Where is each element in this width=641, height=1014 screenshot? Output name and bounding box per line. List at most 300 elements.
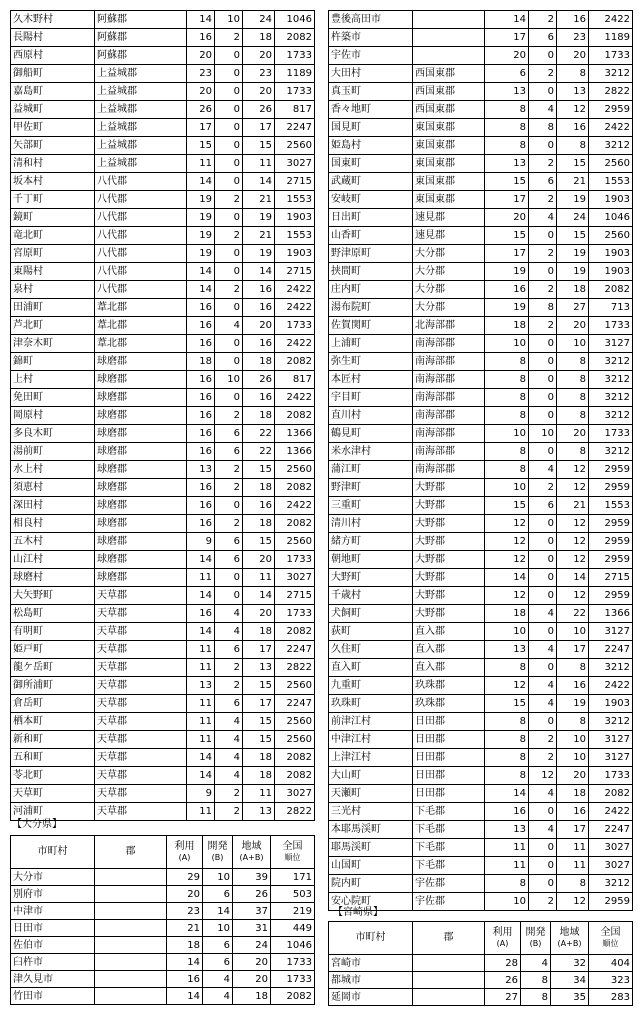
rank-cell: 2560 [275,533,315,551]
area-cell: 12 [557,461,589,479]
dev-cell: 4 [215,605,243,623]
municipality-cell: 倉岳町 [11,695,95,713]
municipality-cell: 上津江村 [329,749,413,767]
area-cell: 19 [557,695,589,713]
use-cell: 15 [485,497,529,515]
use-cell: 27 [485,989,521,1006]
municipality-cell: 嘉島町 [11,83,95,101]
area-cell: 31 [233,920,271,937]
table-row [11,767,315,785]
use-cell: 13 [187,677,215,695]
use-cell: 20 [167,886,203,903]
municipality-cell: 水上村 [11,461,95,479]
district-cell: 南海部郡 [413,461,485,479]
municipality-cell: 玖珠町 [329,695,413,713]
dev-cell: 2 [529,191,557,209]
district-cell: 大野郡 [413,569,485,587]
table-row [329,65,633,83]
table-row [329,641,633,659]
area-cell: 37 [233,903,271,920]
district-cell: 天草郡 [95,749,187,767]
municipality-cell: 益城町 [11,101,95,119]
district-cell: 下毛郡 [413,821,485,839]
district-cell: 日田郡 [413,785,485,803]
area-cell: 10 [557,623,589,641]
area-cell: 18 [233,988,271,1005]
dev-cell: 0 [215,335,243,353]
municipality-cell: 三重町 [329,497,413,515]
use-cell: 8 [485,731,529,749]
district-cell: 玖珠郡 [413,677,485,695]
use-cell: 16 [485,281,529,299]
district-cell: 天草郡 [95,713,187,731]
use-cell: 11 [187,569,215,587]
table-row [11,407,315,425]
area-cell: 8 [557,659,589,677]
use-cell: 20 [485,209,529,227]
district-cell: 大野郡 [413,533,485,551]
district-cell: 南海部郡 [413,371,485,389]
area-cell: 10 [557,749,589,767]
area-cell: 8 [557,65,589,83]
area-cell: 8 [557,407,589,425]
table-row [329,389,633,407]
table-row [329,749,633,767]
rank-cell: 2959 [589,515,633,533]
area-cell: 8 [557,371,589,389]
use-cell: 16 [187,479,215,497]
district-cell: 大野郡 [413,605,485,623]
table-row [11,317,315,335]
dev-cell: 0 [215,389,243,407]
district-cell: 大分郡 [413,245,485,263]
use-cell: 14 [187,173,215,191]
district-cell: 葦北郡 [95,335,187,353]
rank-cell: 2560 [589,227,633,245]
area-cell: 16 [243,299,275,317]
dev-cell: 0 [529,443,557,461]
rank-cell: 2560 [275,713,315,731]
rank-cell: 1189 [275,65,315,83]
table-row [329,713,633,731]
area-cell: 19 [243,245,275,263]
table-row [329,677,633,695]
rank-cell: 1903 [589,695,633,713]
table-row [11,605,315,623]
municipality-cell: 東陽村 [11,263,95,281]
dev-cell: 0 [215,209,243,227]
rank-cell: 3127 [589,749,633,767]
area-cell: 20 [557,425,589,443]
rank-cell: 2822 [589,83,633,101]
area-cell: 15 [557,227,589,245]
district-cell: 南海部郡 [413,389,485,407]
use-cell: 13 [485,155,529,173]
municipality-cell: 米水津村 [329,443,413,461]
municipality-cell: 安心院町 [329,893,413,911]
area-cell: 27 [557,299,589,317]
use-cell: 14 [485,11,529,29]
dev-cell: 0 [529,587,557,605]
use-cell: 14 [485,785,529,803]
rank-cell: 1046 [275,11,315,29]
header-municipality: 市町村 [11,836,95,869]
dev-cell: 0 [529,263,557,281]
area-cell: 24 [557,209,589,227]
use-cell: 16 [187,425,215,443]
dev-cell: 2 [529,281,557,299]
use-cell: 16 [187,389,215,407]
rank-cell: 1553 [589,173,633,191]
district-cell: 宇佐郡 [413,875,485,893]
municipality-cell: 錦町 [11,353,95,371]
table-row [11,299,315,317]
dev-cell: 4 [529,605,557,623]
header-use: 利用 (A) [485,922,521,955]
district-cell: 球磨郡 [95,353,187,371]
use-cell: 15 [187,137,215,155]
municipality-cell: 中津市 [11,903,95,920]
district-cell: 南海部郡 [413,443,485,461]
district-cell: 大野郡 [413,515,485,533]
dev-cell: 2 [215,677,243,695]
rank-cell: 2422 [589,677,633,695]
area-cell: 22 [243,443,275,461]
rank-cell: 1903 [589,245,633,263]
district-cell: 球磨郡 [95,551,187,569]
rank-cell: 2082 [275,29,315,47]
area-cell: 12 [557,479,589,497]
district-cell: 直入郡 [413,641,485,659]
use-cell: 18 [167,937,203,954]
district-cell [413,29,485,47]
municipality-cell: 田浦町 [11,299,95,317]
district-cell: 西国東郡 [413,65,485,83]
dev-cell: 8 [529,119,557,137]
district-cell: 北海部郡 [413,317,485,335]
district-cell: 南海部郡 [413,353,485,371]
area-cell: 12 [557,101,589,119]
district-cell: 球磨郡 [95,371,187,389]
use-cell: 11 [187,803,215,821]
municipality-cell: 大田村 [329,65,413,83]
district-cell: 下毛郡 [413,857,485,875]
district-cell: 日田郡 [413,713,485,731]
municipality-cell: 西原村 [11,47,95,65]
table-row [11,569,315,587]
rank-cell: 3027 [275,785,315,803]
rank-cell: 1733 [589,425,633,443]
municipality-cell: 竜北町 [11,227,95,245]
area-cell: 32 [551,955,589,972]
table-row [11,497,315,515]
district-cell: 南海部郡 [413,407,485,425]
municipality-cell: 前津江村 [329,713,413,731]
table-row [329,263,633,281]
table-row [329,839,633,857]
municipality-cell: 大矢野町 [11,587,95,605]
rank-cell: 2959 [589,587,633,605]
rank-cell: 3027 [275,569,315,587]
table-row [329,497,633,515]
use-cell: 16 [167,971,203,988]
area-cell: 8 [557,353,589,371]
header-dev: 開発 (B) [521,922,551,955]
area-cell: 14 [243,173,275,191]
table-row [329,989,633,1006]
municipality-cell: 豊後高田市 [329,11,413,29]
district-cell: 上益城郡 [95,137,187,155]
municipality-cell: 須恵村 [11,479,95,497]
area-cell: 10 [557,731,589,749]
rank-cell: 2422 [275,389,315,407]
table-row [11,785,315,803]
dev-cell: 2 [215,281,243,299]
table-row [11,11,315,29]
rank-cell: 2247 [589,641,633,659]
rank-cell: 171 [271,869,315,886]
municipality-cell: 安岐町 [329,191,413,209]
area-cell: 24 [243,11,275,29]
dev-cell: 2 [529,155,557,173]
municipality-cell: 松島町 [11,605,95,623]
dev-cell: 4 [215,767,243,785]
district-cell: 上益城郡 [95,101,187,119]
use-cell: 19 [485,299,529,317]
dev-cell: 0 [215,569,243,587]
oita-table [10,835,315,1005]
table-row [329,29,633,47]
rank-cell: 2959 [589,101,633,119]
municipality-cell: 山香町 [329,227,413,245]
dev-cell: 0 [529,533,557,551]
area-cell: 35 [551,989,589,1006]
rank-cell: 2247 [275,695,315,713]
dev-cell: 0 [215,155,243,173]
rank-cell: 2247 [589,821,633,839]
dev-cell: 0 [529,569,557,587]
district-cell [95,886,167,903]
use-cell: 8 [485,713,529,731]
rank-cell: 3127 [589,731,633,749]
district-cell: 球磨郡 [95,569,187,587]
municipality-cell: 山江村 [11,551,95,569]
municipality-cell: 清和村 [11,155,95,173]
use-cell: 9 [187,533,215,551]
district-cell [95,869,167,886]
district-cell: 球磨郡 [95,461,187,479]
area-cell: 18 [243,767,275,785]
municipality-cell: 坂本村 [11,173,95,191]
use-cell: 14 [187,749,215,767]
rank-cell: 2560 [275,137,315,155]
municipality-cell: 千丁町 [11,191,95,209]
use-cell: 11 [187,659,215,677]
municipality-cell: 竹田市 [11,988,95,1005]
header-rank: 全国 順位 [271,836,315,869]
rank-cell: 2715 [589,569,633,587]
municipality-cell: 長陽村 [11,29,95,47]
rank-cell: 2715 [275,263,315,281]
municipality-cell: 清川村 [329,515,413,533]
area-cell: 17 [243,695,275,713]
area-cell: 18 [557,281,589,299]
use-cell: 23 [167,903,203,920]
area-cell: 15 [243,461,275,479]
district-cell: 大分郡 [413,281,485,299]
dev-cell: 0 [529,515,557,533]
area-cell: 16 [557,677,589,695]
district-cell [95,971,167,988]
table-row [329,245,633,263]
table-row [11,371,315,389]
rank-cell: 2959 [589,551,633,569]
use-cell: 16 [187,299,215,317]
dev-cell: 0 [215,119,243,137]
table-row [329,47,633,65]
use-cell: 12 [485,677,529,695]
area-cell: 10 [557,335,589,353]
dev-cell: 0 [529,659,557,677]
area-cell: 16 [557,11,589,29]
area-cell: 19 [557,245,589,263]
dev-cell: 6 [215,641,243,659]
header-district: 郡 [413,922,485,955]
table-row [329,353,633,371]
table-row [11,191,315,209]
dev-cell: 0 [215,263,243,281]
use-cell: 14 [485,569,529,587]
municipality-cell: 鶴見町 [329,425,413,443]
municipality-cell: 龍ケ岳町 [11,659,95,677]
use-cell: 8 [485,119,529,137]
district-cell: 上益城郡 [95,83,187,101]
dev-cell: 2 [215,461,243,479]
dev-cell: 10 [529,425,557,443]
district-cell [95,988,167,1005]
dev-cell: 4 [529,101,557,119]
municipality-cell: 天草町 [11,785,95,803]
table-row [329,443,633,461]
dev-cell: 0 [529,875,557,893]
table-row [11,443,315,461]
table-row [11,245,315,263]
municipality-cell: 鏡町 [11,209,95,227]
rank-cell: 3027 [275,155,315,173]
use-cell: 15 [485,695,529,713]
use-cell: 20 [187,47,215,65]
use-cell: 8 [485,137,529,155]
use-cell: 16 [187,497,215,515]
dev-cell: 2 [215,515,243,533]
rank-cell: 2422 [275,299,315,317]
rank-cell: 323 [589,972,633,989]
dev-cell: 0 [529,227,557,245]
rank-cell: 1733 [275,47,315,65]
dev-cell: 4 [529,695,557,713]
use-cell: 20 [187,83,215,101]
area-cell: 18 [243,353,275,371]
area-cell: 21 [243,191,275,209]
district-cell: 八代郡 [95,263,187,281]
dev-cell: 0 [215,353,243,371]
rank-cell: 2247 [275,119,315,137]
district-cell: 速見郡 [413,209,485,227]
rank-cell: 1733 [275,605,315,623]
district-cell: 上益城郡 [95,155,187,173]
table-row [11,461,315,479]
dev-cell: 0 [529,137,557,155]
municipality-cell: 五和町 [11,749,95,767]
dev-cell: 0 [215,137,243,155]
use-cell: 18 [485,317,529,335]
dev-cell: 4 [529,641,557,659]
district-cell: 天草郡 [95,677,187,695]
table-row [329,695,633,713]
municipality-cell: 津久見市 [11,971,95,988]
municipality-cell: 香々地町 [329,101,413,119]
table-row [329,173,633,191]
area-cell: 15 [557,155,589,173]
district-cell: 八代郡 [95,173,187,191]
district-cell [95,903,167,920]
dev-cell: 2 [529,11,557,29]
district-cell: 日田郡 [413,731,485,749]
table-row [329,972,633,989]
municipality-cell: 深田村 [11,497,95,515]
rank-cell: 3212 [589,353,633,371]
use-cell: 21 [167,920,203,937]
municipality-cell: 挟間町 [329,263,413,281]
use-cell: 8 [485,101,529,119]
area-cell: 15 [243,713,275,731]
table-row [11,677,315,695]
area-cell: 34 [551,972,589,989]
dev-cell: 0 [529,353,557,371]
dev-cell: 6 [203,954,233,971]
use-cell: 19 [187,245,215,263]
use-cell: 17 [485,245,529,263]
dev-cell: 0 [215,497,243,515]
rank-cell: 1046 [589,209,633,227]
dev-cell: 0 [215,83,243,101]
municipality-cell: 大分市 [11,869,95,886]
rank-cell: 1733 [271,971,315,988]
table-row [329,515,633,533]
area-cell: 20 [557,47,589,65]
district-cell: 球磨郡 [95,533,187,551]
area-cell: 12 [557,587,589,605]
use-cell: 16 [187,335,215,353]
dev-cell: 6 [215,695,243,713]
use-cell: 23 [187,65,215,83]
rank-cell: 2422 [589,11,633,29]
use-cell: 19 [187,191,215,209]
area-cell: 18 [243,479,275,497]
dev-cell: 0 [529,407,557,425]
area-cell: 8 [557,443,589,461]
table-row [11,920,315,937]
table-row [11,209,315,227]
rank-cell: 1553 [589,497,633,515]
table-row [329,955,633,972]
table-row [329,857,633,875]
dev-cell: 0 [215,101,243,119]
rank-cell: 2422 [275,281,315,299]
municipality-cell: 本耶馬渓町 [329,821,413,839]
rank-cell: 2422 [589,119,633,137]
municipality-cell: 中津江村 [329,731,413,749]
